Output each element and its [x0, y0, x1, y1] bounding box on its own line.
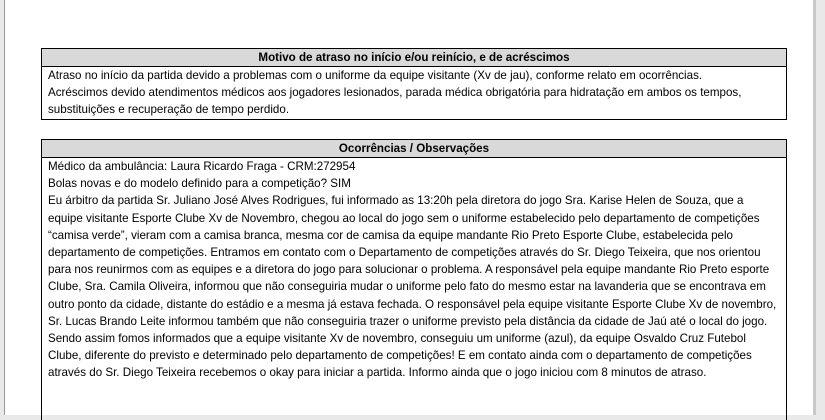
balls-check-line: Bolas novas e do modelo definido para a competição? SIM: [48, 177, 351, 191]
occurrences-title: Ocorrências / Observações: [42, 140, 786, 158]
delay-reason-title: Motivo de atraso no início e/ou reinício, e de acréscimos: [42, 49, 786, 67]
occurrences-section: [41, 139, 787, 420]
delay-reason-line: Atraso no início da partida devido a problemas com o uniforme da equipe visitante (Xv de jau), conforme relato em ocorrências.: [48, 69, 703, 82]
delay-reason-body: [42, 67, 786, 119]
delay-reason-section: [41, 48, 787, 120]
occurrences-body: [42, 158, 786, 382]
ambulance-doctor-line: Médico da ambulância: Laura Ricardo Fraga - CRM:272954: [48, 160, 356, 173]
extra-time-reason-line: Acréscimos devido atendimentos médicos aos jogadores lesionados, parada médica obrigatória para hidratação em ambos os tempos, substituições e recuperação de tempo perdido.: [48, 86, 742, 117]
referee-report-text: Eu árbitro da partida Sr. Juliano José Alves Rodrigues, fui informado as 13:20h pela diretora do jogo Sra. Karise Helen de Souza, que a equipe visitante Esporte Clube Xv de Novembro, chegou ao local do jogo sem o uniforme estabelecido pelo departamento de competições “camisa verde”, vieram com a camisa branca, mesma cor de camisa da equipe mandante Rio Preto Esporte Clube, estabelecida pelo departamento de competições. Entramos em contato com o Departamento de competições através do Sr. Diego Teixeira, que nos orientou para nos reunirmos com as equipes e a diretora do jogo para solucionar o problema. A responsável pela equipe mandante Rio Preto esporte Clube, Sra. Camila Oliveira, informou que não conseguiria mudar o uniforme pelo fato do mesmo estar na lavanderia que se encontrava em outro ponto da cidade, distante do estádio e a mesma já estava fechada. O responsável pela equipe visitante Esporte Clube Xv de novembro, Sr. Lucas Brando Leite informou também que não conseguiria trazer o uniforme previsto pela distância da cidade de Jaú até o local do jogo. Sendo assim fomos informados que a equipe visitante Xv de novembro, conseguiu um uniforme (azul), da equipe Osvaldo Cruz Futebol Clube, diferente do previsto e determinado pelo departamento de competições! E em contato ainda com o departamento de competições através do Sr. Diego Teixeira recebemos o okay para iniciar a partida. Informo ainda que o jogo iniciou com 8 minutos de atraso.: [48, 194, 777, 380]
page-edge-shadow: [813, 0, 816, 415]
